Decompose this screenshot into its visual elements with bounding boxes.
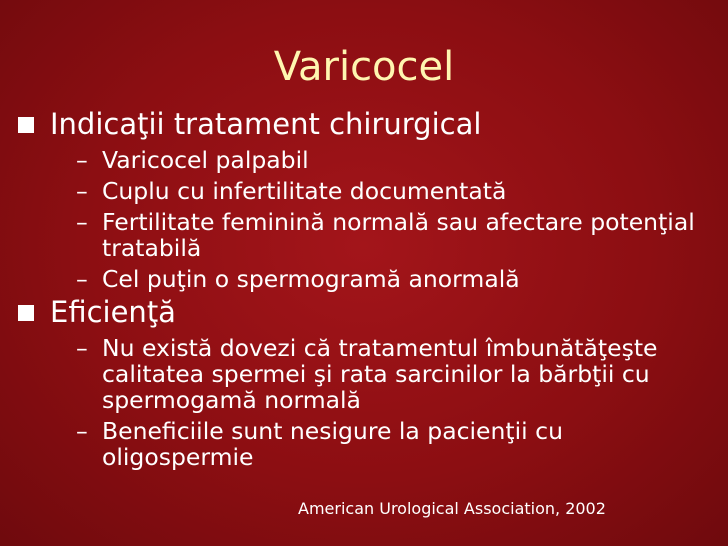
sub-list: [18, 335, 718, 470]
slide-body: [18, 104, 718, 470]
sub-item: [76, 178, 718, 204]
sub-item: [76, 418, 718, 470]
square-bullet-icon: [18, 305, 34, 321]
dash-bullet: –: [76, 146, 88, 174]
sub-item-text: Cuplu cu infertilitate documentată: [102, 177, 507, 205]
sub-item-text: Varicocel palpabil: [102, 146, 309, 174]
dash-bullet: –: [76, 177, 88, 205]
sub-item: [76, 147, 718, 173]
sub-item-text: Cel puţin o spermogramă anormală: [102, 265, 520, 293]
bullet-item: [18, 106, 718, 142]
citation: American Urological Association, 2002: [298, 499, 606, 518]
sub-item-text: Fertilitate feminină normală sau afectare potenţial tratabilă: [102, 208, 695, 262]
bullet-item: [18, 294, 718, 330]
sub-item: [76, 266, 718, 292]
section-heading: Indicaţii tratament chirurgical: [50, 107, 482, 141]
dash-bullet: –: [76, 208, 88, 236]
square-bullet-icon: [18, 117, 34, 133]
sub-item-text: Beneficiile sunt nesigure la pacienţii cu oligospermie: [102, 417, 563, 471]
sub-item-text: Nu există dovezi că tratamentul îmbunătăţeşte calitatea spermei şi rata sarcinilor la bărbţii cu spermogamă normală: [102, 334, 658, 414]
dash-bullet: –: [76, 265, 88, 293]
section-heading: Eficienţă: [50, 295, 176, 329]
sub-list: [18, 147, 718, 292]
slide-title: Varicocel: [273, 44, 455, 90]
sub-item: [76, 335, 718, 413]
dash-bullet: –: [76, 417, 88, 445]
dash-bullet: –: [76, 334, 88, 362]
sub-item: [76, 209, 718, 261]
